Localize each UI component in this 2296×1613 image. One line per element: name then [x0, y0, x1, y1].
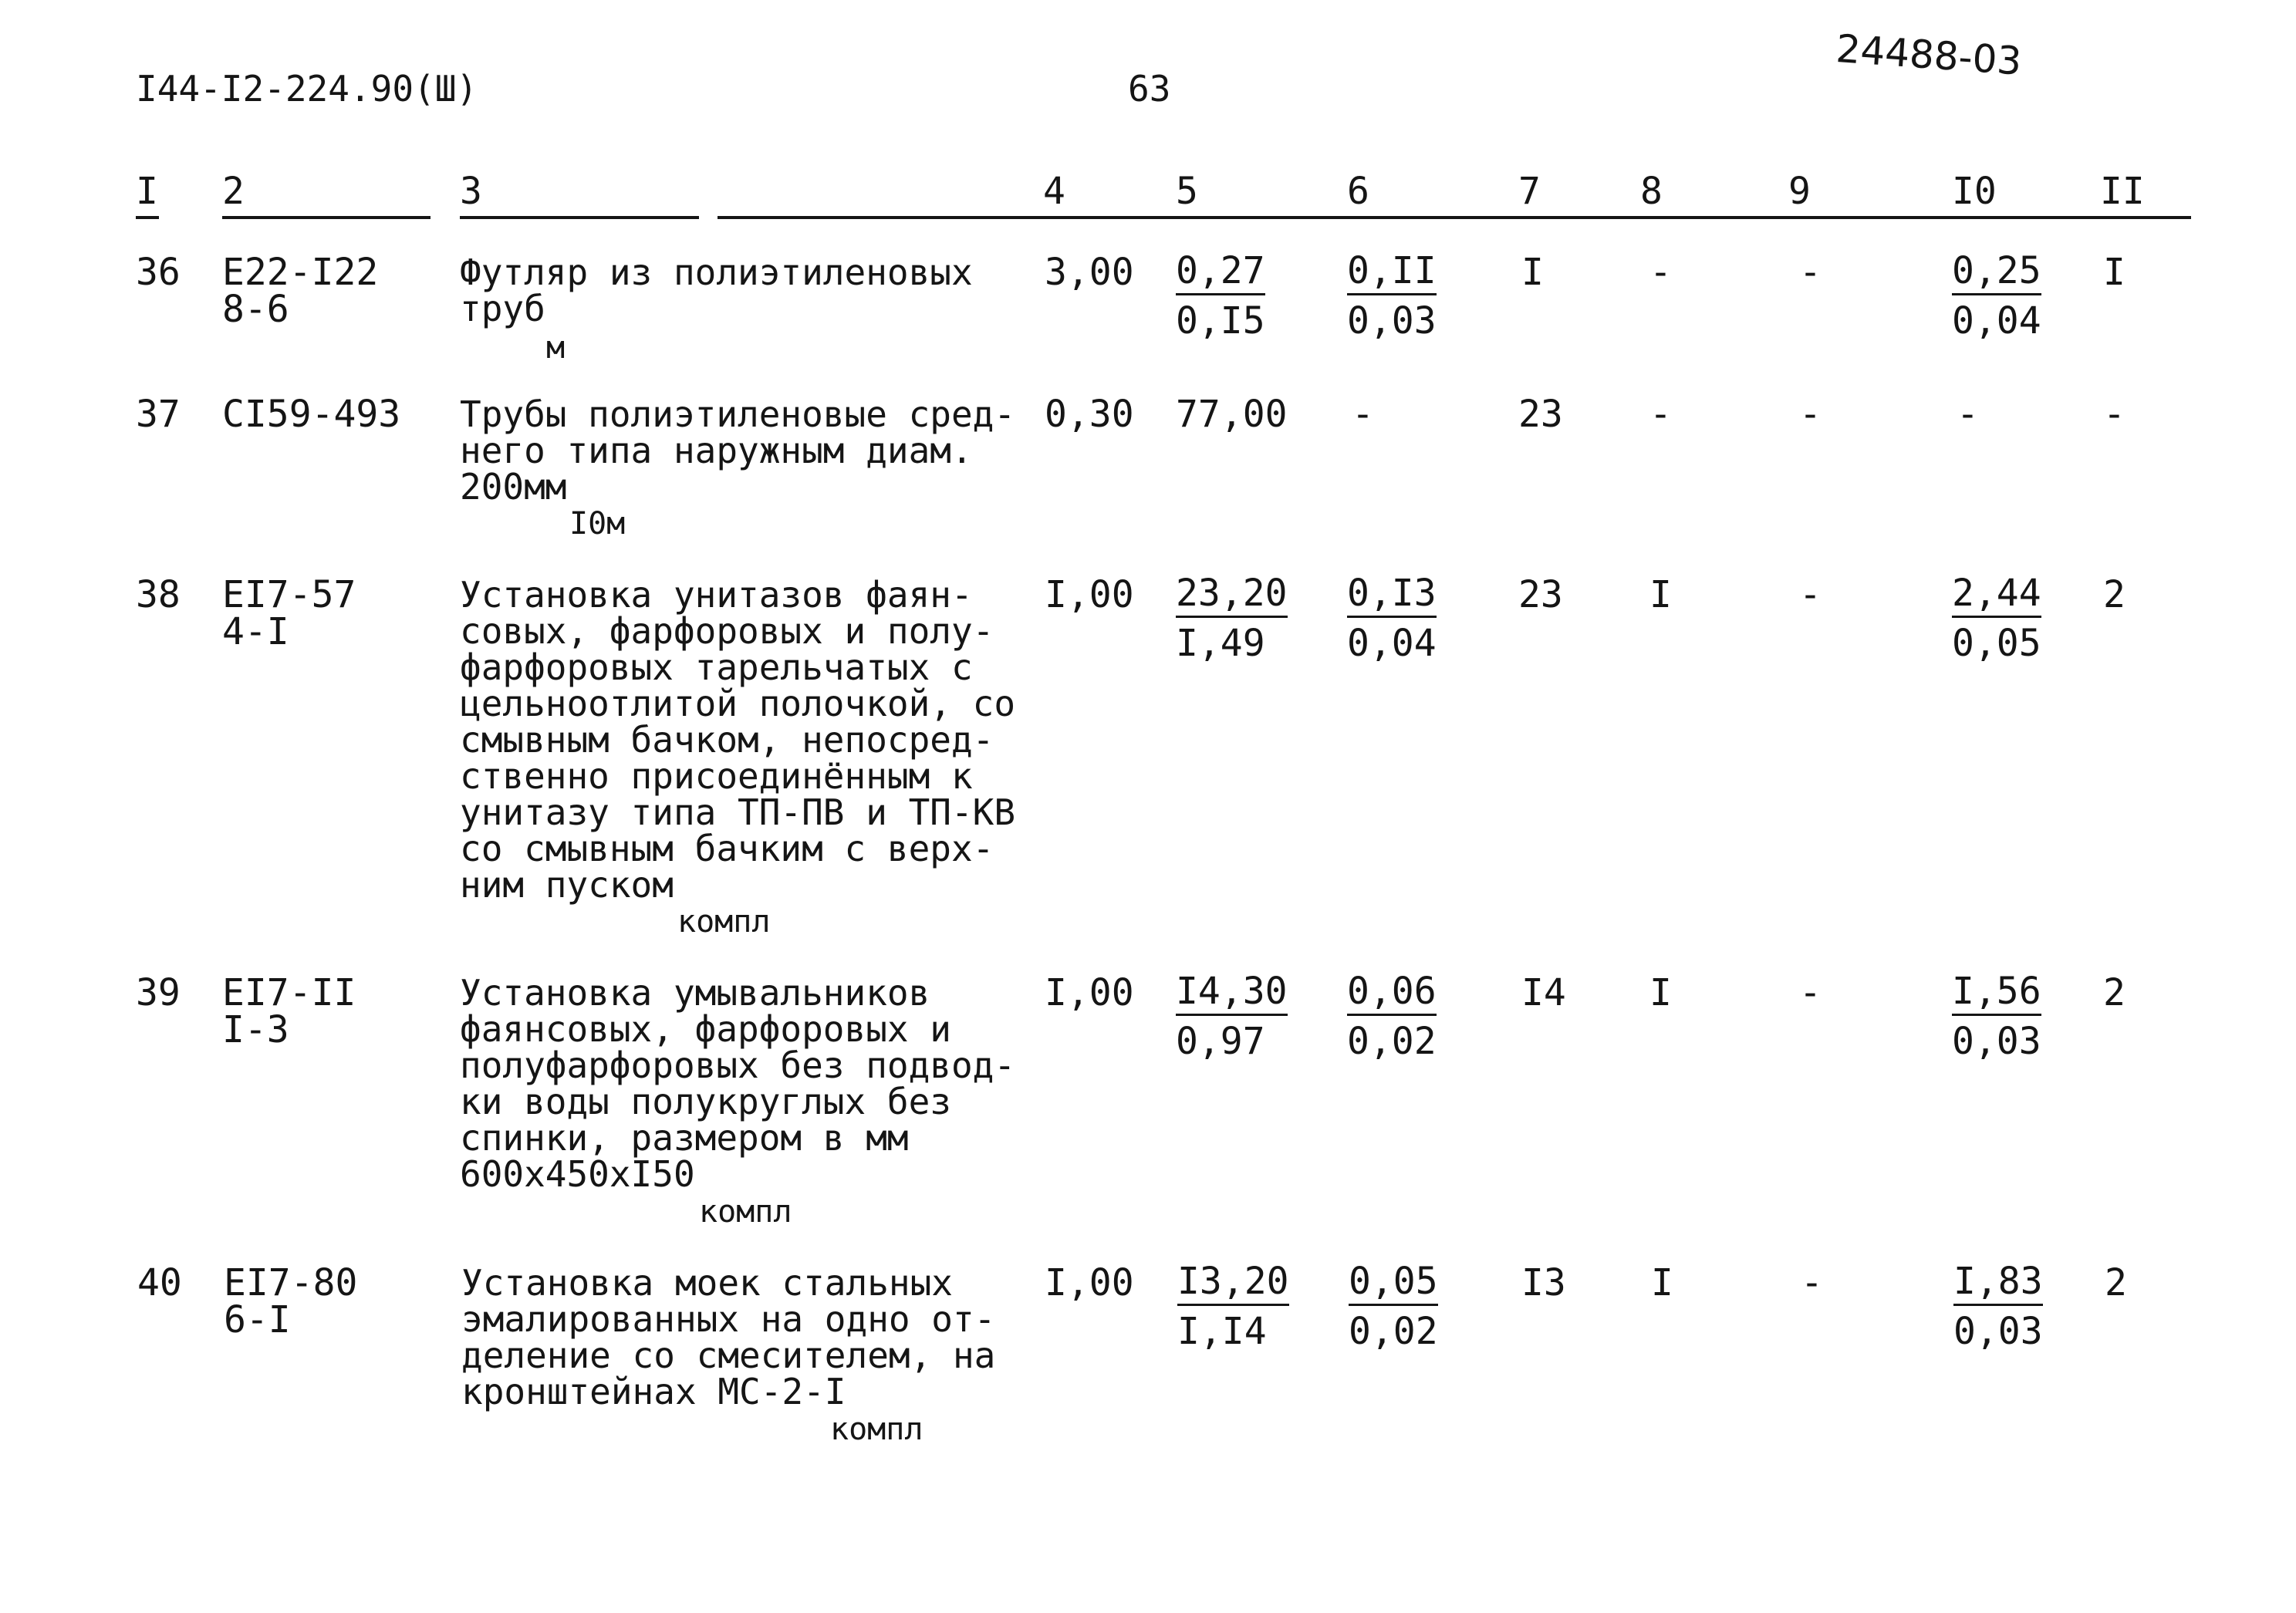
column-8-value: I [1649, 573, 1672, 616]
column-7-value: 23 [1518, 573, 1563, 616]
measure-unit: компл [677, 904, 771, 940]
column-5-bottom: 0,97 [1176, 1020, 1265, 1063]
column-5-bottom: 0,I5 [1176, 299, 1265, 343]
column-6-top: 0,06 [1347, 970, 1437, 1016]
column-6-bottom: 0,04 [1347, 622, 1437, 665]
column-9-value: - [1799, 971, 1822, 1014]
column-8-value: I [1651, 1261, 1673, 1304]
column-6-bottom: 0,03 [1347, 299, 1437, 343]
column-6-fraction [1347, 568, 1437, 668]
column-10-top: I,83 [1953, 1260, 2043, 1306]
measure-unit: компл [830, 1412, 923, 1447]
column-11-value: - [2103, 393, 2125, 436]
quantity: 3,00 [1045, 251, 1134, 294]
column-number: 6 [1347, 170, 1369, 213]
column-5-fraction [1176, 568, 1288, 668]
measure-unit: м [546, 330, 566, 366]
column-9-value: - [1799, 393, 1822, 436]
rate-code: Е22-I22 [222, 251, 379, 294]
column-5-top: I3,20 [1177, 1260, 1289, 1306]
column-6-top: 0,I3 [1347, 572, 1437, 618]
row-number: 39 [136, 971, 181, 1014]
column-7-value: I4 [1521, 971, 1566, 1014]
column-5-top: I4,30 [1176, 970, 1288, 1016]
column-10-fraction [1952, 245, 2041, 346]
work-description: Футляр из полиэтиленовых труб [460, 251, 973, 329]
column-number: I0 [1952, 170, 1997, 213]
column-10-fraction [1952, 568, 2041, 668]
column-10-bottom: 0,03 [1953, 1310, 2043, 1353]
column-6-fraction [1347, 966, 1437, 1066]
work-description: Трубы полиэтиленовые сред- него типа наружным диам. 200мм [460, 393, 1016, 508]
column-8-value: - [1649, 251, 1672, 294]
column-11-value: I [2103, 251, 2125, 294]
document-code: I44-I2-224.90(Ш) [136, 68, 478, 110]
column-10-fraction [1952, 966, 2041, 1066]
column-5-fraction [1176, 245, 1265, 346]
column-10-fraction [1953, 1256, 2043, 1356]
column-5-fraction [1176, 966, 1288, 1066]
column-number: 8 [1640, 170, 1663, 213]
column-number: 4 [1043, 170, 1065, 213]
column-10-bottom: 0,05 [1952, 622, 2041, 665]
column-5-bottom: I,I4 [1177, 1310, 1267, 1353]
column-5-top: 0,27 [1176, 250, 1265, 295]
measure-unit: I0м [569, 506, 626, 542]
row-number: 36 [136, 251, 181, 294]
column-10-top: I,56 [1952, 970, 2041, 1016]
column-10-top: 0,25 [1952, 250, 2041, 295]
column-6-top: 0,05 [1349, 1260, 1438, 1306]
quantity: I,00 [1045, 1261, 1134, 1304]
column-number: I [136, 170, 158, 213]
quantity: 0,30 [1045, 393, 1134, 436]
column-6-value: - [1352, 393, 1374, 436]
quantity: I,00 [1045, 971, 1134, 1014]
column-number: 3 [460, 170, 482, 213]
archive-stamp-number: 24488-03 [1834, 26, 2024, 84]
column-number: 5 [1176, 170, 1198, 213]
column-11-value: 2 [2105, 1261, 2127, 1304]
column-5-top: 23,20 [1176, 572, 1288, 618]
column-6-fraction [1347, 245, 1437, 346]
column-number: 2 [222, 170, 245, 213]
rate-code: ЕI7-57 [222, 573, 356, 616]
column-9-value: - [1799, 251, 1822, 294]
column-7-value: 23 [1518, 393, 1563, 436]
column-7-value: I3 [1521, 1261, 1566, 1304]
quantity: I,00 [1045, 573, 1134, 616]
column-6-bottom: 0,02 [1347, 1020, 1437, 1063]
column-6-top: 0,II [1347, 250, 1437, 295]
column-5-bottom: I,49 [1176, 622, 1265, 665]
column-5-value: 77,00 [1176, 393, 1288, 436]
column-11-value: 2 [2103, 573, 2125, 616]
header-rule [222, 216, 430, 219]
page-number: 63 [1128, 68, 1171, 110]
column-number: 7 [1518, 170, 1541, 213]
column-number: 9 [1788, 170, 1811, 213]
column-10-bottom: 0,04 [1952, 299, 2041, 343]
rate-code-suffix: 6-I [224, 1298, 291, 1341]
column-9-value: - [1799, 573, 1822, 616]
column-11-value: 2 [2103, 971, 2125, 1014]
column-5-fraction [1177, 1256, 1289, 1356]
work-description: Установка унитазов фаян- совых, фарфоровых и полу- фарфоровых тарельчатых с цельноотлитой полочкой, со смывным бачком, непосред- ственно присоединённым к унитазу типа ТП-ПВ и ТП-КВ со смывным бачким с верх- ним пуском [460, 574, 1016, 906]
rate-code-suffix: I-3 [222, 1008, 289, 1051]
column-8-value: - [1649, 393, 1672, 436]
header-rule [460, 216, 699, 219]
rate-code: СI59-493 [222, 393, 401, 436]
column-10-value: - [1957, 393, 1979, 436]
measure-unit: компл [699, 1194, 792, 1230]
row-number: 38 [136, 573, 181, 616]
column-10-bottom: 0,03 [1952, 1020, 2041, 1063]
column-6-bottom: 0,02 [1349, 1310, 1438, 1353]
column-number: II [2100, 170, 2145, 213]
column-7-value: I [1521, 251, 1544, 294]
rate-code-suffix: 8-6 [222, 288, 289, 331]
column-6-fraction [1349, 1256, 1438, 1356]
header-rule [136, 216, 159, 219]
work-description: Установка умывальников фаянсовых, фарфоровых и полуфарфоровых без подвод- ки воды полукруглых без спинки, размером в мм 600х450хI50 [460, 972, 1016, 1195]
column-10-top: 2,44 [1952, 572, 2041, 618]
rate-code: ЕI7-II [222, 971, 356, 1014]
work-description: Установка моек стальных эмалированных на одно от- деление со смесителем, на кронштейнах МС-2-I [461, 1262, 996, 1412]
rate-code: ЕI7-80 [224, 1261, 358, 1304]
row-number: 40 [137, 1261, 182, 1304]
column-8-value: I [1649, 971, 1672, 1014]
rate-code-suffix: 4-I [222, 610, 289, 653]
header-rule [718, 216, 2191, 219]
row-number: 37 [136, 393, 181, 436]
column-9-value: - [1801, 1261, 1823, 1304]
